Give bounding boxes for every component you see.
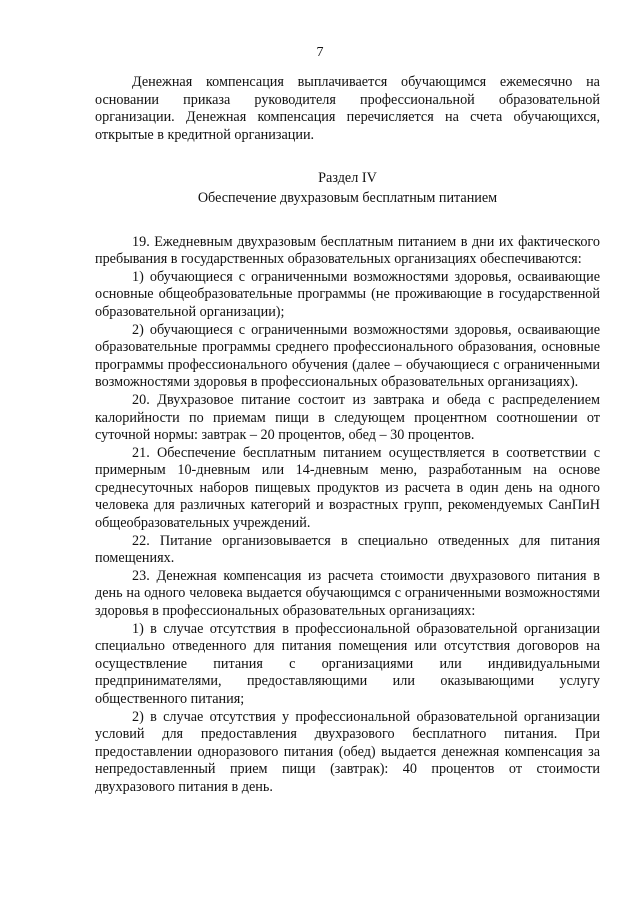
paragraph-23: 23. Денежная компенсация из расчета стоимости двухразового питания в день на одного человека выдается обучающимся с ограниченными возможностями здоровья в профессиональных образовательных организациях: <box>95 567 600 620</box>
page-content <box>95 74 600 797</box>
section-label: Раздел IV <box>318 170 377 187</box>
paragraph-19-item-2: 2) обучающиеся с ограниченными возможностями здоровья, осваивающие образовательные программы среднего профессионального образования, основные программы профессионального обучения (далее – обучающиеся с ограниченными возможностями здоровья в профессиональных образовательных организациях). <box>95 321 600 391</box>
page-number: 7 <box>316 45 324 60</box>
paragraph-19-item-1: 1) обучающиеся с ограниченными возможностями здоровья, осваивающие основные общеобразовательные программы (не проживающие в государственной образовательной организации); <box>95 268 600 320</box>
section-title: Обеспечение двухразовым бесплатным питанием <box>197 189 498 206</box>
paragraph-19: 19. Ежедневным двухразовым бесплатным питанием в дни их фактического пребывания в государственных образовательных организациях обеспечиваются: <box>95 233 600 268</box>
paragraph-21: 21. Обеспечение бесплатным питанием осуществляется в соответствии с примерным 10-дневным или 14-дневным меню, разработанным на основе среднесуточных наборов пищевых продуктов из расчета в один день на одного человека для различных категорий и возрастных групп, рекомендуемых СанПиН общеобразовательных учреждений. <box>95 444 600 532</box>
paragraph-20: 20. Двухразовое питание состоит из завтрака и обеда с распределением калорийности по приемам пищи в следующем процентном соотношении от суточной нормы: завтрак – 20 процентов, обед – 30 процентов. <box>95 391 600 444</box>
paragraph-22: 22. Питание организовывается в специально отведенных для питания помещениях. <box>95 532 600 567</box>
paragraph-23-item-2: 2) в случае отсутствия у профессиональной образовательной организации условий для предоставления двухразового бесплатного питания. При предоставлении одноразового питания (обед) выдается денежная компенсация за непредоставленный прием пищи (завтрак): 40 процентов от стоимости двухразового питания в день. <box>95 708 600 795</box>
paragraph-23-item-1: 1) в случае отсутствия в профессиональной образовательной организации специально отведенного для питания помещения или отсутствия договоров на осуществление питания с организациями или индивидуальными предпринимателями, предоставляющими или оказывающими услугу общественного питания; <box>95 620 600 707</box>
intro-paragraph: Денежная компенсация выплачивается обучающимся ежемесячно на основании приказа руководителя профессиональной образовательной организации. Денежная компенсация перечисляется на счета обучающихся, открытые в кредитной организации. <box>95 74 600 143</box>
